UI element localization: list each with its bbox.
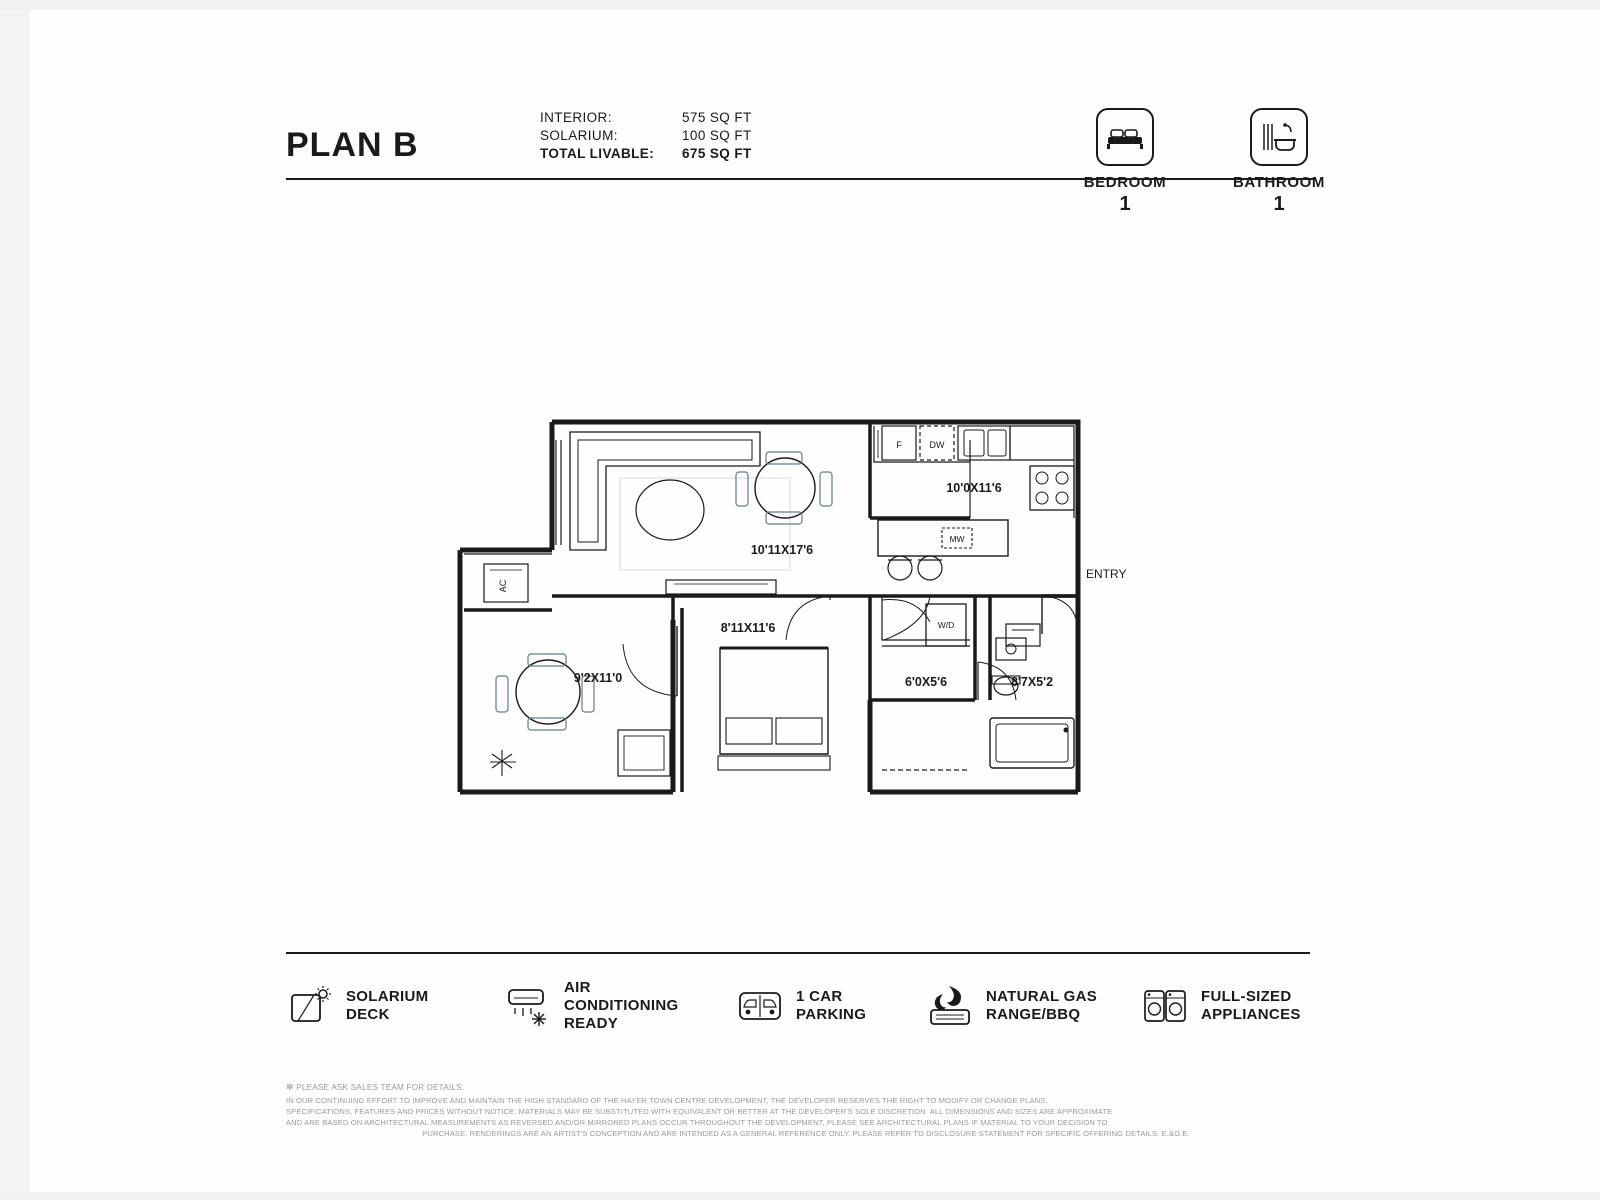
disclaimer-line: IN OUR CONTINUING EFFORT TO IMPROVE AND MAINTAIN THE HIGH STANDARD OF THE HAYER TOWN CENTRE DEVELOPMENT, THE DEVELOPER RESERVES THE RIGHT TO MODIFY OR CHANGE PLANS,	[286, 1096, 1048, 1105]
appliance-label-air-conditioner: AC	[498, 579, 508, 593]
feature-solarium-deck-text	[346, 988, 428, 1025]
disclaimer-line: PURCHASE. RENDERINGS ARE AN ARTIST'S CONCEPTION AND ARE INTENDED AS A GENERAL REFERENCE ONLY. PLEASE REFER TO DISCLOSURE STATEMENT FOR SPECIFIC OFFERING DETAILS. E.&O.E.	[422, 1129, 1190, 1138]
car-parking-icon	[736, 982, 784, 1030]
disclaimer-body	[286, 1095, 1326, 1139]
spec-label-total-livable: TOTAL LIVABLE:	[540, 146, 655, 161]
feature-solarium-deck	[286, 966, 504, 1046]
feature-car-parking	[736, 966, 926, 1046]
spec-row-solarium	[540, 128, 840, 143]
appliance-label-dishwasher: DW	[929, 440, 945, 450]
room-dimension-solarium: 9'2X11'0	[573, 671, 623, 685]
room-dimension-kitchen: 10'0X11'6	[946, 481, 1002, 495]
feature-air-conditioning	[504, 966, 736, 1046]
room-dimension-living-dining: 10'11X17'6	[750, 543, 814, 557]
appliance-label-fridge: F	[896, 440, 902, 450]
appliance-label-washer-dryer: W/D	[937, 620, 955, 630]
feature-air-conditioning-text	[564, 979, 678, 1034]
badge-bathroom-count: 1	[1273, 193, 1285, 215]
disclaimer-line: SPECIFICATIONS, FEATURES AND PRICES WITHOUT NOTICE. MATERIALS MAY BE SUBSTITUTED WITH EQUIVALENT OR BETTER AT THE DEVELOPER'S SOLE DISCRETION. ALL DIMENSIONS AND SIZES ARE APPROXIMATE	[286, 1107, 1113, 1116]
spec-value-total-livable: 675 SQ FT	[682, 146, 752, 161]
feature-line: NATURAL GAS	[986, 987, 1098, 1005]
gas-range-icon	[926, 982, 974, 1030]
washer-dryer-icon	[1141, 982, 1189, 1030]
badge-bathroom	[1224, 108, 1334, 216]
feature-line: DECK	[346, 1006, 390, 1023]
feature-full-sized-appliances	[1141, 966, 1316, 1046]
scan-edge-top	[0, 0, 1600, 10]
spec-value-solarium: 100 SQ FT	[682, 128, 752, 143]
feature-line: APPLIANCES	[1201, 1006, 1301, 1023]
feature-line: RANGE/BBQ	[986, 1006, 1081, 1023]
badge-bedroom-count: 1	[1119, 193, 1131, 215]
room-dimension-bedroom: 8'11X11'6	[720, 621, 776, 635]
feature-line: 1 CAR	[796, 987, 843, 1005]
page-title: PLAN B	[286, 126, 419, 164]
features-row	[286, 966, 1316, 1046]
feature-line: AIR	[564, 978, 591, 996]
feature-line: CONDITIONING	[564, 996, 679, 1014]
spec-value-interior: 575 SQ FT	[682, 110, 752, 125]
disclaimer-note-text: PLEASE ASK SALES TEAM FOR DETAILS.	[296, 1083, 465, 1092]
feature-gas-range	[926, 966, 1141, 1046]
scan-edge-bottom	[0, 1192, 1600, 1200]
asterisk-glyph: ✻	[286, 1082, 294, 1092]
spec-label-interior: INTERIOR:	[540, 110, 612, 125]
feature-line: SOLARIUM	[346, 987, 429, 1005]
feature-line: FULL-SIZED	[1201, 987, 1292, 1005]
feature-line: READY	[564, 1015, 619, 1033]
appliance-label-microwave: MW	[949, 534, 965, 544]
scan-edge-left	[0, 0, 30, 1200]
bed-icon	[1096, 108, 1154, 166]
room-dimension-bathroom: 8'7X5'2	[1010, 675, 1054, 689]
floorplan-drawing	[430, 400, 1130, 830]
badge-bathroom-label: BATHROOM	[1232, 174, 1325, 191]
feature-gas-range-text	[986, 988, 1097, 1025]
feature-line: PARKING	[796, 1006, 867, 1023]
disclaimer-line: AND ARE BASED ON ARCHITECTURAL MEASUREMENTS AS REVERSED AND/OR MIRRORED PLANS OCCUR THROUGHOUT THE DEVELOPMENT, PLEASE SEE ARCHITECTURAL PLANS IF MATERIAL TO YOUR DECISION TO	[286, 1118, 1108, 1127]
disclaimer	[286, 1082, 1326, 1139]
air-conditioning-icon	[504, 982, 552, 1030]
badge-bedroom-label: BEDROOM	[1083, 174, 1167, 191]
disclaimer-note	[286, 1082, 1326, 1093]
spec-label-solarium: SOLARIUM:	[540, 128, 618, 143]
spec-list	[540, 110, 840, 164]
room-dimension-laundry: 6'0X5'6	[904, 675, 948, 689]
room-count-badges	[1070, 108, 1334, 216]
solarium-deck-icon	[286, 982, 334, 1030]
spec-row-interior	[540, 110, 840, 125]
feature-full-sized-appliances-text	[1201, 988, 1301, 1025]
bathtub-icon	[1250, 108, 1308, 166]
badge-bedroom	[1070, 108, 1180, 216]
entry-label: ENTRY	[1086, 567, 1127, 581]
spec-row-total-livable	[540, 146, 840, 161]
features-divider	[286, 952, 1310, 954]
feature-car-parking-text	[796, 988, 866, 1025]
